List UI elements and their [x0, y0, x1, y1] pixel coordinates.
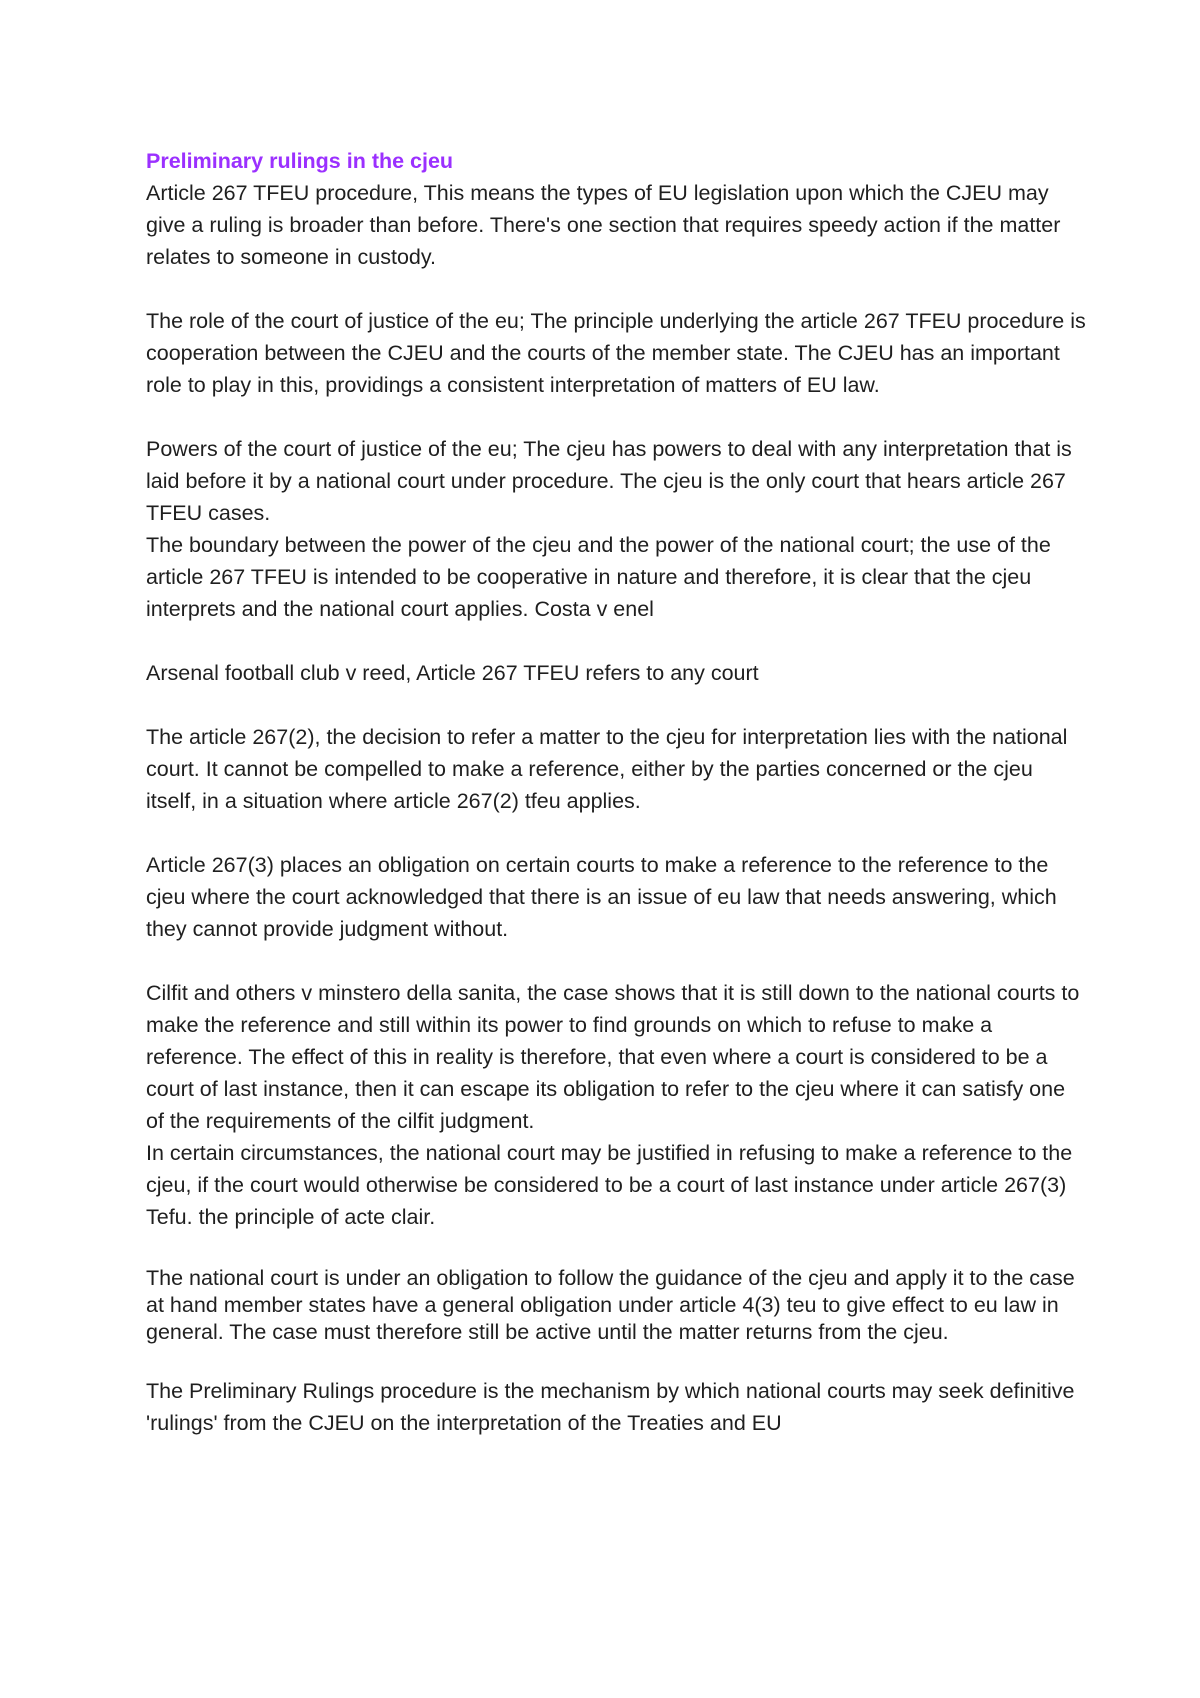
paragraph-article-267-procedure: Article 267 TFEU procedure, This means the types of EU legislation upon which the CJEU may give a ruling is broader than before. There's one section that requires speedy action if the matter relates to someone in custody.	[146, 181, 1061, 269]
paragraph-article-267-2: The article 267(2), the decision to refer a matter to the cjeu for interpretation lies with the national court. It cannot be compelled to make a reference, either by the parties concerned or the cjeu itself, in a situation where article 267(2) tfeu applies.	[146, 725, 1068, 813]
paragraph-boundary-of-power: The boundary between the power of the cjeu and the power of the national court; the use of the article 267 TFEU is intended to be cooperative in nature and therefore, it is clear that the cjeu interprets and the national court applies. Costa v enel	[146, 533, 1051, 621]
paragraph-acte-clair: In certain circumstances, the national court may be justified in refusing to make a reference to the cjeu, if the court would otherwise be considered to be a court of last instance under article 267(3) Tefu. the principle of acte clair.	[146, 1141, 1073, 1229]
document-title: Preliminary rulings in the cjeu	[146, 149, 454, 173]
document-page	[146, 145, 1086, 1439]
paragraph-article-267-3: Article 267(3) places an obligation on certain courts to make a reference to the reference to the cjeu where the court acknowledged that there is an issue of eu law that needs answering, which they cannot provide judgment without.	[146, 853, 1057, 941]
paragraph-role-of-court: The role of the court of justice of the eu; The principle underlying the article 267 TFEU procedure is cooperation between the CJEU and the courts of the member state. The CJEU has an important role to play in this, providings a consistent interpretation of matters of EU law.	[146, 309, 1086, 397]
paragraph-national-court-obligation: The national court is under an obligation to follow the guidance of the cjeu and apply it to the case at hand member states have a general obligation under article 4(3) teu to give effect to eu law in general. The case must therefore still be active until the matter returns from the cjeu.	[146, 1266, 1075, 1344]
paragraph-powers-of-court: Powers of the court of justice of the eu; The cjeu has powers to deal with any interpretation that is laid before it by a national court under procedure. The cjeu is the only court that hears article 267 TFEU cases.	[146, 437, 1072, 525]
paragraph-arsenal-v-reed: Arsenal football club v reed, Article 267 TFEU refers to any court	[146, 661, 759, 685]
paragraph-cilfit: Cilfit and others v minstero della sanita, the case shows that it is still down to the national courts to make the reference and still within its power to find grounds on which to refuse to make a reference. The effect of this in reality is therefore, that even where a court is considered to be a court of last instance, then it can escape its obligation to refer to the cjeu where it can satisfy one of the requirements of the cilfit judgment.	[146, 981, 1080, 1133]
paragraph-preliminary-rulings-procedure: The Preliminary Rulings procedure is the mechanism by which national courts may seek definitive 'rulings' from the CJEU on the interpretation of the Treaties and EU	[146, 1379, 1075, 1435]
